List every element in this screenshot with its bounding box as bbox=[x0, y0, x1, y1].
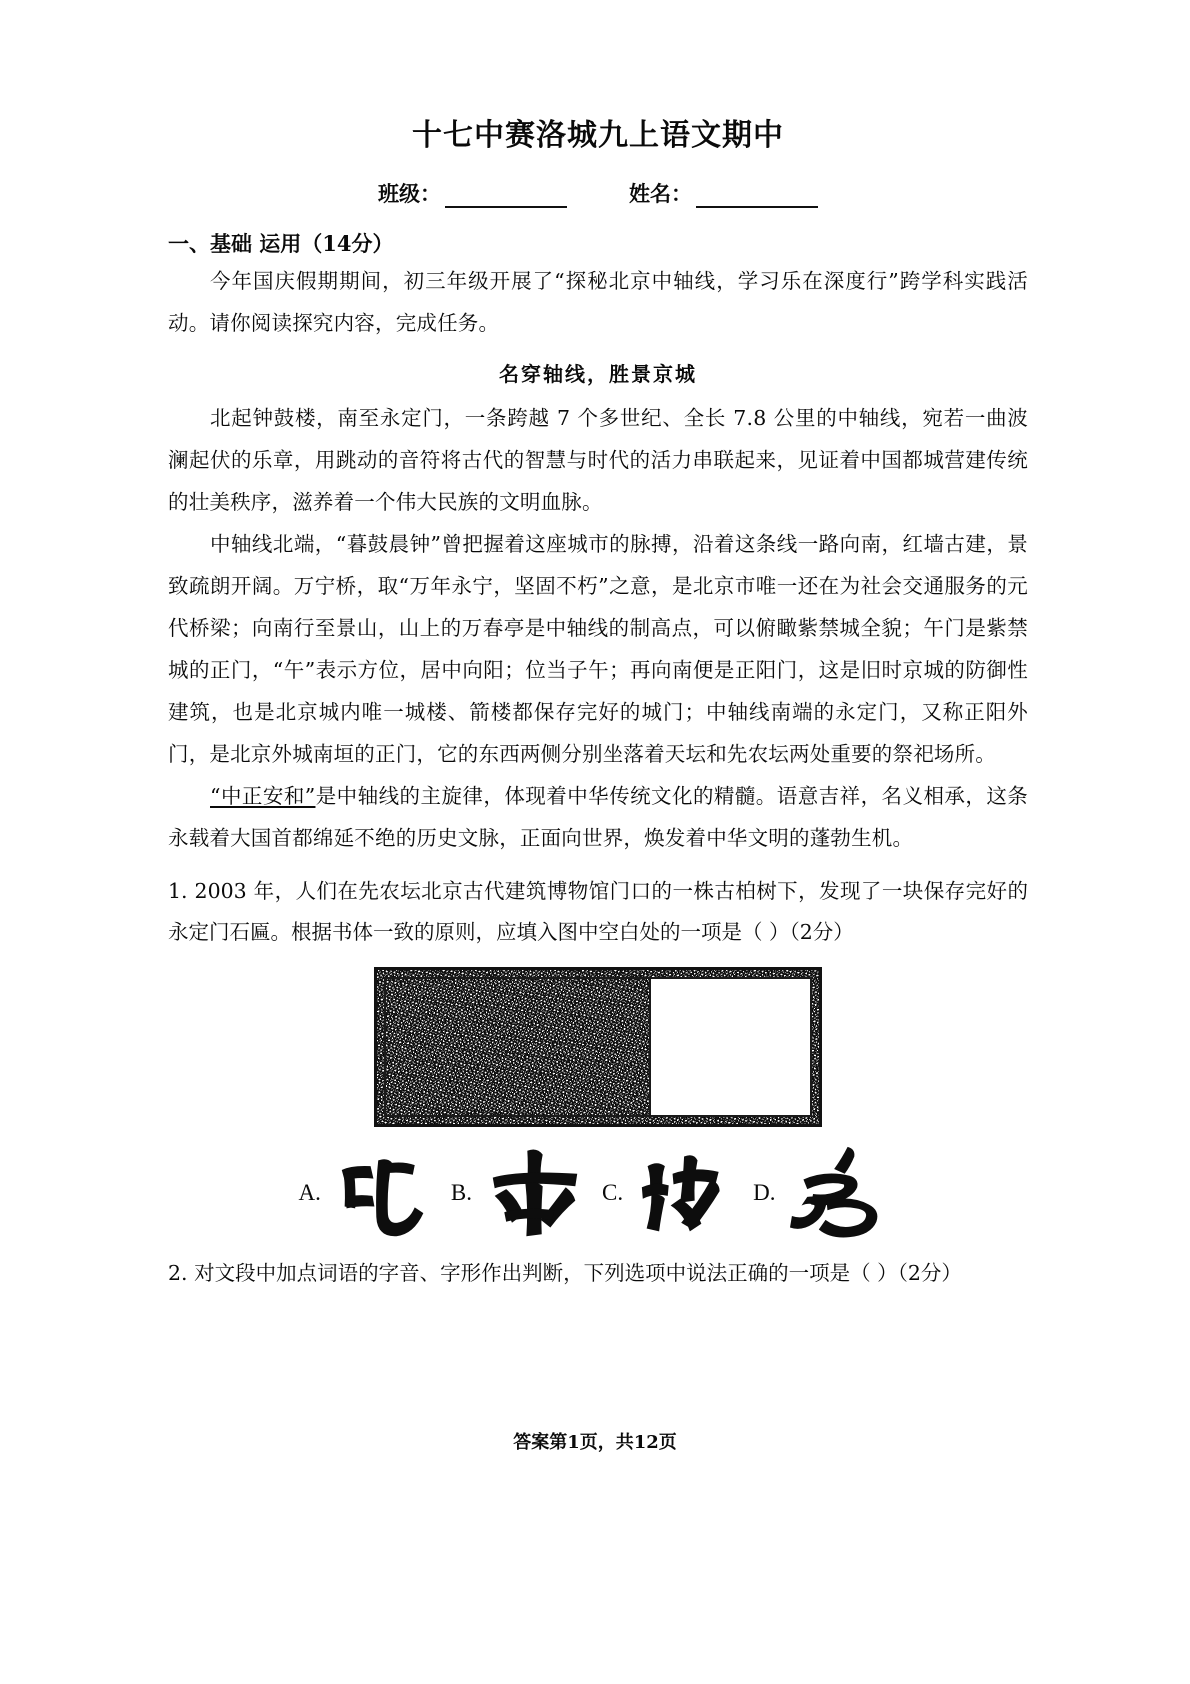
class-field-label: 班级： bbox=[378, 182, 441, 206]
class-field-blank[interactable] bbox=[445, 189, 567, 208]
name-field-blank[interactable] bbox=[696, 189, 818, 208]
calligraphy-options-row bbox=[168, 1145, 1028, 1241]
passage-underlined-phrase: “中正安和” bbox=[210, 783, 316, 808]
student-info-row bbox=[168, 178, 1028, 208]
passage-title: 名穿轴线，胜景京城 bbox=[499, 361, 697, 386]
calligraphy-glyph-a-icon bbox=[325, 1145, 443, 1241]
option-c-label: C. bbox=[602, 1179, 624, 1205]
page-footer: 答案第1页，共12页 bbox=[513, 1432, 677, 1453]
option-a[interactable] bbox=[299, 1145, 443, 1241]
calligraphy-glyph-c-icon bbox=[627, 1145, 745, 1241]
question-1 bbox=[168, 871, 1028, 953]
stone-tablet-border bbox=[374, 967, 822, 1127]
question-2 bbox=[168, 1253, 1028, 1294]
question-1-number: 1. bbox=[168, 878, 188, 903]
calligraphy-glyph-d-icon bbox=[779, 1145, 897, 1241]
section-heading: 一、基础 运用（14分） bbox=[168, 231, 394, 256]
stone-tablet-figure bbox=[168, 967, 1028, 1127]
stone-tablet-blank-area[interactable] bbox=[651, 979, 810, 1115]
option-b[interactable] bbox=[451, 1145, 594, 1241]
page-title: 十七中赛洛城九上语文期中 bbox=[412, 118, 784, 153]
option-d-label: D. bbox=[753, 1179, 776, 1205]
passage-paragraph-3-rest: 是中轴线的主旋律，体现着中华传统文化的精髓。语意吉祥，名义相承，这条永载着大国首都绵延不绝的历史文脉，正面向世界，焕发着中华文明的蓬勃生机。 bbox=[168, 783, 1028, 850]
question-1-block bbox=[168, 871, 1028, 953]
passage-paragraph-2: 中轴线北端，“暮鼓晨钟”曾把握着这座城市的脉搏，沿着这条线一路向南，红墙古建，景致疏朗开阔。万宁桥，取“万年永宁，坚固不朽”之意，是北京市唯一还在为社会交通服务的元代桥梁；向南行至景山，山上的万春亭是中轴线的制高点，可以俯瞰紫禁城全貌；午门是紫禁城的正门，“午”表示方位，居中向阳；位当子午；再向南便是正阳门，这是旧时京城的防御性建筑，也是北京城内唯一城楼、箭楼都保存完好的城门；中轴线南端的永定门，又称正阳外门，是北京外城南垣的正门，它的东西两侧分别坐落着天坛和先农坛两处重要的祭祀场所。 bbox=[168, 531, 1028, 766]
calligraphy-glyph-b-icon bbox=[476, 1145, 594, 1241]
option-c[interactable] bbox=[602, 1145, 745, 1241]
page-content bbox=[168, 0, 1028, 1294]
name-field bbox=[629, 178, 818, 208]
option-b-label: B. bbox=[450, 1179, 472, 1205]
question-2-block bbox=[168, 1253, 1028, 1294]
class-field bbox=[378, 178, 567, 208]
question-2-text: 对文段中加点词语的字音、字形作出判断，下列选项中说法正确的一项是（ ）（2分） bbox=[194, 1260, 962, 1285]
intro-paragraph: 今年国庆假期期间，初三年级开展了“探秘北京中轴线，学习乐在深度行”跨学科实践活动。请你阅读探究内容，完成任务。 bbox=[168, 268, 1028, 335]
question-1-text: 2003 年，人们在先农坛北京古代建筑博物馆门口的一株古柏树下，发现了一块保存完好的永定门石匾。根据书体一致的原则，应填入图中空白处的一项是（ ）（2分） bbox=[168, 878, 1028, 944]
option-d[interactable] bbox=[753, 1145, 897, 1241]
name-field-label: 姓名： bbox=[629, 182, 692, 206]
question-2-number: 2. bbox=[168, 1260, 188, 1285]
passage-paragraph-1: 北起钟鼓楼，南至永定门，一条跨越 7 个多世纪、全长 7.8 公里的中轴线，宛若一曲波澜起伏的乐章，用跳动的音符将古代的智慧与时代的活力串联起来，见证着中国都城营建传统的壮美秩序，滋养着一个伟大民族的文明血脉。 bbox=[168, 405, 1028, 514]
stone-tablet-rubbing bbox=[386, 979, 651, 1115]
option-a-label: A. bbox=[298, 1179, 321, 1205]
passage-paragraph-3 bbox=[168, 775, 1028, 859]
stone-tablet-inner bbox=[384, 977, 812, 1117]
